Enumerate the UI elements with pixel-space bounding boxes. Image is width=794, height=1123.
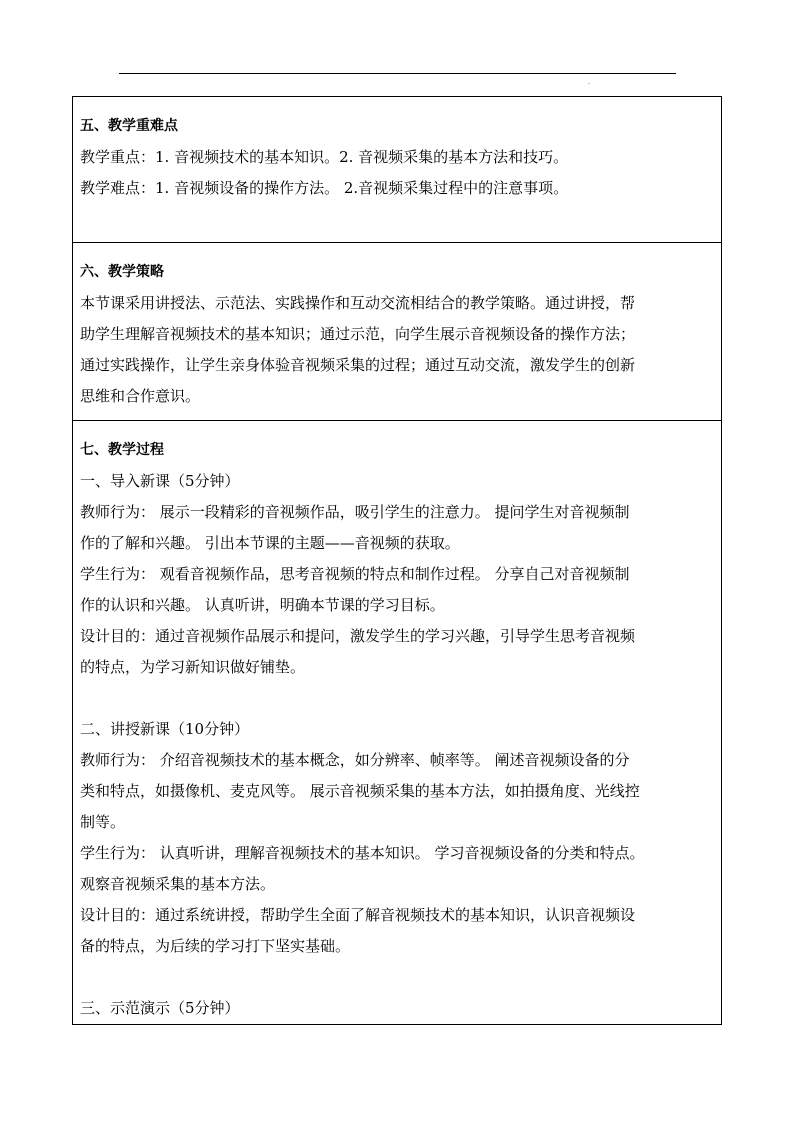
section-title: 六、教学策略: [80, 264, 164, 280]
section-row-process: [73, 421, 722, 1025]
header-rule: [119, 73, 676, 74]
paragraph-line: 本节课采用讲授法、示范法、实践操作和互动交流相结合的教学策略。通过讲授，帮: [80, 294, 636, 312]
step-title: 一、导入新课（5分钟）: [80, 472, 240, 490]
teacher-line: 类和特点，如摄像机、麦克风等。 展示音视频采集的基本方法，如拍摄角度、光线控: [80, 782, 640, 800]
section-row-strategy: [73, 243, 722, 421]
student-line: 学生行为： 观看音视频作品，思考音视频的特点和制作过程。 分享自己对音视频制: [80, 565, 630, 583]
student-line: 学生行为： 认真听讲，理解音视频技术的基本知识。 学习音视频设备的分类和特点。: [80, 844, 645, 862]
blank-line: [80, 962, 715, 993]
lesson-plan-table: [72, 96, 722, 1025]
section-cell: [73, 97, 722, 243]
paragraph-line: 思维和合作意识。: [80, 387, 201, 405]
section-cell: [73, 243, 722, 421]
teacher-line: 作的了解和兴趣。 引出本节课的主题——音视频的获取。: [80, 534, 460, 552]
section-cell: [73, 421, 722, 1025]
difficulties-text: 教学难点：1. 音视频设备的操作方法。 2.音视频采集过程中的注意事项。: [80, 179, 569, 197]
purpose-line: 备的特点，为后续的学习打下坚实基础。: [80, 937, 351, 955]
student-line: 观察音视频采集的基本方法。: [80, 875, 276, 893]
teacher-line: 教师行为： 介绍音视频技术的基本概念，如分辨率、帧率等。 阐述音视频设备的分: [80, 751, 630, 769]
purpose-line: 的特点，为学习新知识做好铺垫。: [80, 658, 306, 676]
section-row-difficulties: [73, 97, 722, 243]
teacher-line: 教师行为： 展示一段精彩的音视频作品，吸引学生的注意力。 提问学生对音视频制: [80, 503, 630, 521]
key-points-text: 教学重点：1. 音视频技术的基本知识。2. 音视频采集的基本方法和技巧。: [80, 148, 569, 166]
paragraph-line: 通过实践操作，让学生亲身体验音视频采集的过程；通过互动交流，激发学生的创新: [80, 356, 636, 374]
step-title: 二、讲授新课（10分钟）: [80, 720, 250, 738]
teacher-line: 制等。: [80, 813, 126, 831]
purpose-line: 设计目的：通过系统讲授，帮助学生全面了解音视频技术的基本知识，认识音视频设: [80, 906, 636, 924]
section-title: 七、教学过程: [80, 442, 164, 458]
section-title: 五、教学重难点: [80, 118, 178, 134]
student-line: 作的认识和兴趣。 认真听讲，明确本节课的学习目标。: [80, 596, 445, 614]
purpose-line: 设计目的：通过音视频作品展示和提问，激发学生的学习兴趣，引导学生思考音视频: [80, 627, 636, 645]
header-mark: ·: [588, 81, 590, 88]
paragraph-line: 助学生理解音视频技术的基本知识；通过示范，向学生展示音视频设备的操作方法；: [80, 325, 636, 343]
step-title: 三、示范演示（5分钟）: [80, 999, 240, 1017]
blank-line: [80, 683, 715, 714]
